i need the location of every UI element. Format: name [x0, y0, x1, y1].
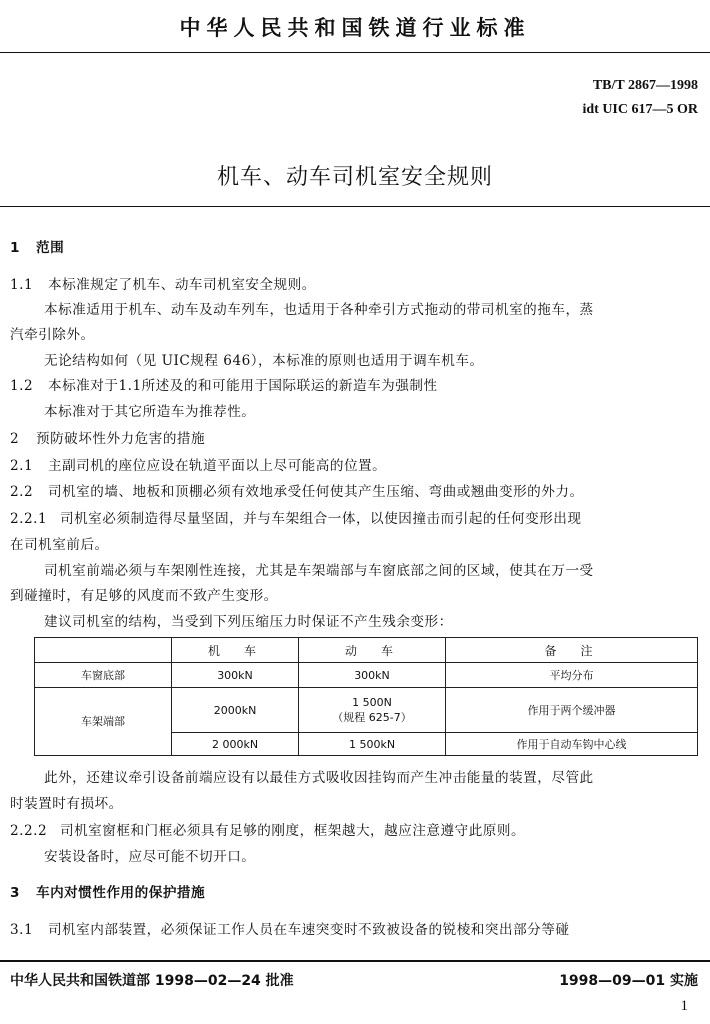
table-row [35, 688, 698, 733]
header-rule [0, 52, 710, 53]
table-cell: 1 500kN [299, 733, 446, 756]
paragraph-line: 到碰撞时，有足够的风度而不致产生变形。 [10, 588, 278, 604]
clause-2-2-1 [10, 507, 581, 527]
page-number: 1 [680, 998, 688, 1014]
paragraph-line: 汽牵引除外。 [10, 327, 95, 343]
table-cell [299, 688, 446, 733]
clause-number: 2.2.2 [10, 823, 48, 839]
paragraph-line: 此外，还建议牵引设备前端应设有以最佳方式吸收因挂钩而产生冲击能量的装置，尽管此 [44, 770, 594, 786]
clause-number: 2.1 [10, 458, 34, 474]
approval-line: 中华人民共和国铁道部 1998—02—24 批准 [10, 973, 294, 989]
equivalence-code: idt UIC 617—5 OR [582, 102, 698, 117]
table-header-cell: 动 车 [299, 638, 446, 663]
section-title: 范围 [36, 240, 65, 256]
clause-number: 3.1 [10, 922, 34, 938]
paragraph-line: 建议司机室的结构，当受到下列压缩压力时保证不产生残余变形： [44, 614, 453, 630]
clause-number: 1.2 [10, 378, 34, 394]
table-cell: 2000kN [172, 688, 299, 733]
table-cell: 2 000kN [172, 733, 299, 756]
clause-number: 1.1 [10, 277, 34, 293]
section-title: 车内对惯性作用的保护措施 [36, 885, 206, 901]
section-3-heading [10, 881, 205, 901]
section-number: 2 [10, 431, 20, 447]
clause-number: 2.2 [10, 484, 34, 500]
table-cell: 车窗底部 [35, 663, 172, 688]
table-cell: 车架端部 [35, 688, 172, 756]
table-cell-line: 1 500N [352, 696, 392, 709]
implementation-date: 1998—09—01 实施 [559, 973, 698, 989]
standard-code: TB/T 2867—1998 [592, 78, 698, 93]
footer-rule [0, 960, 710, 962]
table-row [35, 663, 698, 688]
section-title: 预防破坏性外力危害的措施 [36, 431, 206, 447]
clause-1-1 [10, 273, 316, 293]
clause-text: 司机室必须制造得尽量坚固，并与车架组合一体，以使因撞击而引起的任何变形出现 [60, 511, 582, 527]
paragraph-line: 在司机室前后。 [10, 537, 109, 553]
clause-2-1 [10, 454, 386, 474]
clause-text: 司机室的墙、地板和顶棚必须有效地承受任何使其产生压缩、弯曲或翘曲变形的外力。 [48, 484, 584, 500]
paragraph-line: 无论结构如何（见 UIC规程 646），本标准的原则也适用于调车机车。 [44, 353, 484, 369]
table-cell: 作用于自动车钩中心线 [446, 733, 698, 756]
section-number: 1 [10, 240, 20, 256]
paragraph-line: 本标准对于其它所造车为推荐性。 [44, 404, 256, 420]
org-title: 中华人民共和国铁道行业标准 [179, 16, 531, 40]
table-header-row [35, 638, 698, 663]
clause-text: 主副司机的座位应设在轨道平面以上尽可能高的位置。 [48, 458, 387, 474]
table-cell: 300kN [172, 663, 299, 688]
paragraph-line: 司机室前端必须与车架刚性连接，尤其是车架端部与车窗底部之间的区域，使其在万一受 [44, 563, 594, 579]
clause-1-2 [10, 374, 438, 394]
clause-3-1 [10, 918, 569, 938]
table-header-cell: 机 车 [172, 638, 299, 663]
table-cell: 平均分布 [446, 663, 698, 688]
clause-text: 本标准规定了机车、动车司机室安全规则。 [48, 277, 316, 293]
paragraph-line: 时装置时有损坏。 [10, 796, 123, 812]
section-2-heading [10, 427, 205, 447]
table-header-cell [35, 638, 172, 663]
table-cell: 300kN [299, 663, 446, 688]
table-cell: 作用于两个缓冲器 [446, 688, 698, 733]
clause-text: 司机室窗框和门框必须具有足够的刚度，框架越大，越应注意遵守此原则。 [60, 823, 526, 839]
compression-load-table [34, 637, 698, 756]
table-header-cell: 备 注 [446, 638, 698, 663]
paragraph-line: 安装设备时，应尽可能不切开口。 [44, 849, 256, 865]
document-title: 机车、动车司机室安全规则 [216, 165, 493, 190]
clause-2-2-2 [10, 819, 525, 839]
table-cell-line: （规程 625-7） [332, 711, 412, 724]
clause-text: 本标准对于1.1所述及的和可能用于国际联运的新造车为强制性 [48, 378, 438, 394]
title-rule [0, 206, 710, 207]
clause-text: 司机室内部装置，必须保证工作人员在车速突变时不致被设备的锐棱和突出部分等碰 [48, 922, 570, 938]
clause-2-2 [10, 480, 584, 500]
paragraph-line: 本标准适用于机车、动车及动车列车，也适用于各种牵引方式拖动的带司机室的拖车，蒸 [44, 302, 594, 318]
section-1-heading [10, 236, 64, 256]
clause-number: 2.2.1 [10, 511, 48, 527]
section-number: 3 [10, 885, 20, 901]
